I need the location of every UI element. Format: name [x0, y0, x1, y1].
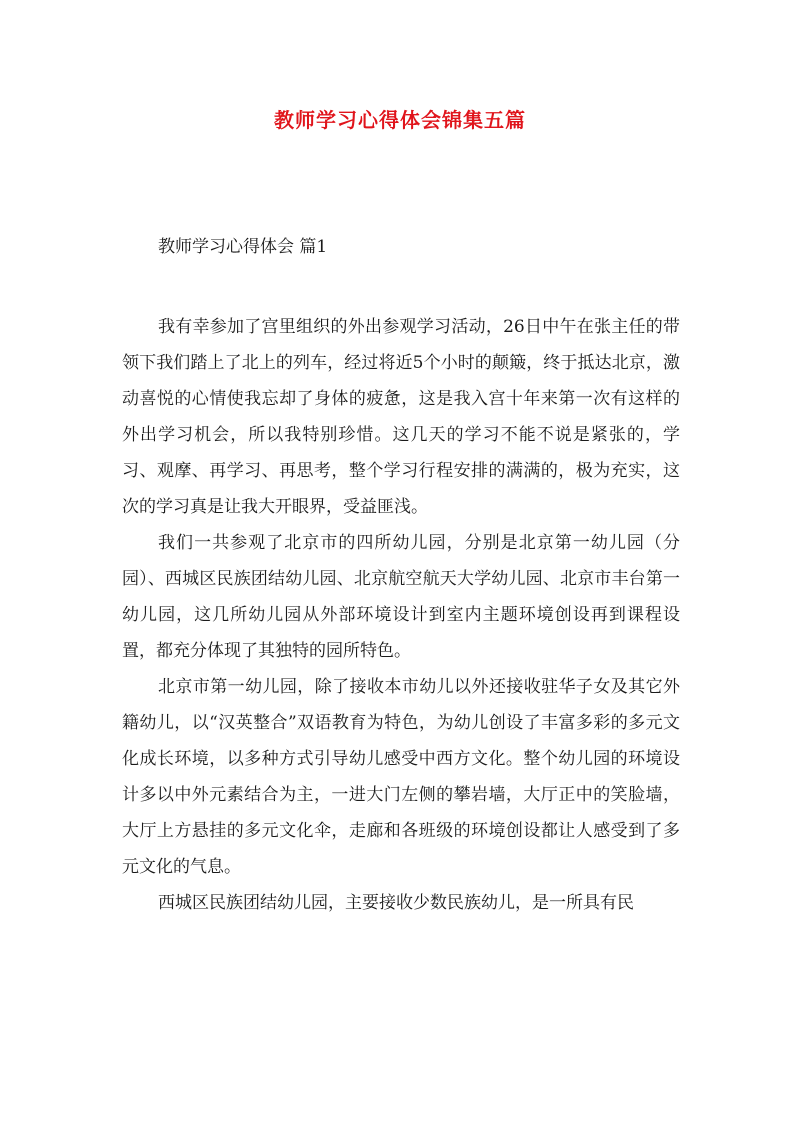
paragraph: 西城区民族团结幼儿园，主要接收少数民族幼儿，是一所具有民 — [158, 893, 634, 913]
paragraph: 我们一共参观了北京市的四所幼儿园，分别是北京第一幼儿园（分园）、西城区民族团结幼儿园、北京航空航天大学幼儿园、北京市丰台第一幼儿园，这几所幼儿园从外部环境设计到室内主题环境创设再到课程设置，都充分体现了其独特的园所特色。 — [122, 533, 680, 661]
document-title: 教师学习心得体会锦集五篇 — [274, 108, 526, 132]
paragraph: 北京市第一幼儿园，除了接收本市幼儿以外还接收驻华子女及其它外籍幼儿，以“汉英整合”双语教育为特色，为幼儿创设了丰富多彩的多元文化成长环境，以多种方式引导幼儿感受中西方文化。整个幼儿园的环境设计多以中外元素结合为主，一进大门左侧的攀岩墙，大厅正中的笑脸墙，大厅上方悬挂的多元文化伞，走廊和各班级的环境创设都让人感受到了多元文化的气息。 — [122, 677, 680, 877]
section-heading: 教师学习心得体会 篇1 — [158, 237, 328, 257]
body-text — [122, 309, 680, 921]
paragraph: 我有幸参加了宫里组织的外出参观学习活动，26日中午在张主任的带领下我们踏上了北上的列车，经过将近5个小时的颠簸，终于抵达北京，激动喜悦的心情使我忘却了身体的疲惫，这是我入宫十年来第一次有这样的外出学习机会，所以我特别珍惜。这几天的学习不能不说是紧张的，学习、观摩、再学习、再思考，整个学习行程安排的满满的，极为充实，这次的学习真是让我大开眼界，受益匪浅。 — [122, 317, 680, 517]
